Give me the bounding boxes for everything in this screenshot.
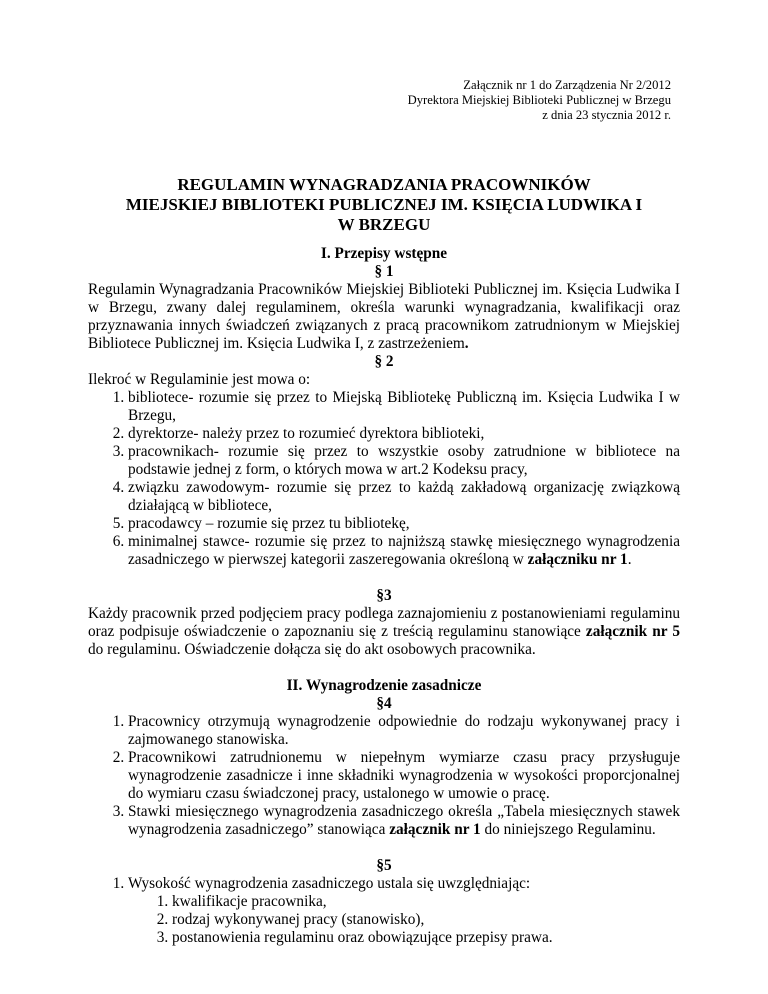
definitions-list (88, 389, 680, 569)
title-line-3: W BRZEGU (337, 215, 431, 234)
section-1-heading: I. Przepisy wstępne (320, 245, 448, 262)
paragraph-5-label: §5 (376, 857, 392, 874)
paragraph-3-text (88, 605, 680, 659)
header-line-1: Załącznik nr 1 do Zarządzenia Nr 2/2012 (463, 78, 671, 92)
header-line-3: z dnia 23 stycznia 2012 r. (542, 108, 671, 122)
criteria-item: 2. rodzaj wykonywanej pracy (stanowisko), (172, 911, 680, 929)
paragraph-4-item-3-b: do niniejszego Regulaminu. (480, 821, 656, 838)
definition-item: 2. dyrektorze- należy przez to rozumieć dyrektora biblioteki, (128, 425, 680, 443)
paragraph-3-attachment: załącznik nr 5 (585, 623, 680, 640)
criteria-item: 1. kwalifikacje pracownika, (172, 893, 680, 911)
attachment-header (88, 78, 671, 123)
paragraph-4-item-3-attachment: załącznik nr 1 (389, 821, 481, 838)
title-line-1: REGULAMIN WYNAGRADZANIA PRACOWNIKÓW (177, 175, 591, 194)
definition-6-end: . (627, 551, 632, 568)
paragraph-3-label: §3 (376, 587, 392, 604)
criteria-item: 3. postanowienia regulaminu oraz obowiązujące przepisy prawa. (172, 929, 680, 947)
paragraph-2-intro: Ilekroć w Regulaminie jest mowa o: (88, 371, 311, 388)
definition-item: 3. pracownikach- rozumie się przez to wszystkie osoby zatrudnione w bibliotece na podstawie jednej z form, o których mowa w art.2 Kodeksu pracy, (128, 443, 680, 479)
criteria-list (128, 893, 680, 947)
definition-item-6 (128, 533, 680, 569)
paragraph-4-item: 2. Pracownikowi zatrudnionemu w niepełnym wymiarze czasu pracy przysługuje wynagrodzenie zasadnicze i inne składniki wynagrodzenia w wysokości proporcjonalnej do wymiaru czasu świadczonej pracy, ustalonego w umowie o pracę. (128, 749, 680, 803)
paragraph-5-item-1 (128, 875, 680, 947)
definition-item: 1. bibliotece- rozumie się przez to Miejską Bibliotekę Publiczną im. Księcia Ludwika I w Brzegu, (128, 389, 680, 425)
definition-6-text: minimalnej stawce- rozumie się przez to najniższą stawkę miesięcznego wynagrodzenia zasadniczego w pierwszej kategorii zaszeregowania określoną w (128, 533, 680, 568)
paragraph-3-body-b: do regulaminu. Oświadczenie dołącza się do akt osobowych pracownika. (88, 641, 536, 658)
paragraph-4-item-3-a: Stawki miesięcznego wynagrodzenia zasadniczego określa „Tabela miesięcznych stawek wynagrodzenia zasadniczego” stanowiąca (128, 803, 680, 838)
document-title (88, 175, 680, 235)
definition-item: 5. pracodawcy – rozumie się przez tu bibliotekę, (128, 515, 680, 533)
paragraph-1-body: Regulamin Wynagradzania Pracowników Miejskiej Biblioteki Publicznej im. Księcia Ludwika I w Brzegu, zwany dalej regulaminem, określa warunki wynagradzania, kwalifikacji oraz przyznawania innych świadczeń związanych z pracą pracownikom zatrudnionym w Miejskiej Bibliotece Publicznej im. Księcia Ludwika I, z zastrzeżeniem (88, 281, 680, 352)
paragraph-3-body-a: Każdy pracownik przed podjęciem pracy podlega zaznajomieniu z postanowieniami regulaminu oraz podpisuje oświadczenie o zapoznaniu się z treścią regulaminu stanowiące (88, 605, 680, 640)
definition-item: 4. związku zawodowym- rozumie się przez to każdą zakładową organizację związkową działającą w bibliotece, (128, 479, 680, 515)
paragraph-1-label: § 1 (374, 263, 394, 280)
header-line-2: Dyrektora Miejskiej Biblioteki Publicznej w Brzegu (407, 93, 671, 107)
title-line-2: MIEJSKIEJ BIBLIOTEKI PUBLICZNEJ IM. KSIĘCIA LUDWIKA I (125, 195, 643, 214)
paragraph-4-list (88, 713, 680, 839)
document-page (88, 78, 680, 947)
paragraph-4-label: §4 (376, 695, 392, 712)
paragraph-2-label: § 2 (374, 353, 394, 370)
definition-6-attachment: załączniku nr 1 (527, 551, 628, 568)
paragraph-5-list (88, 875, 680, 947)
paragraph-1-text (88, 281, 680, 353)
paragraph-4-item: 1. Pracownicy otrzymują wynagrodzenie odpowiednie do rodzaju wykonywanej pracy i zajmowanego stanowiska. (128, 713, 680, 749)
section-2-heading: II. Wynagrodzenie zasadnicze (286, 677, 482, 694)
paragraph-1-end: . (464, 335, 469, 352)
paragraph-5-item-1-text: Wysokość wynagrodzenia zasadniczego ustala się uwzględniając: (128, 875, 531, 892)
paragraph-4-item-3 (128, 803, 680, 839)
